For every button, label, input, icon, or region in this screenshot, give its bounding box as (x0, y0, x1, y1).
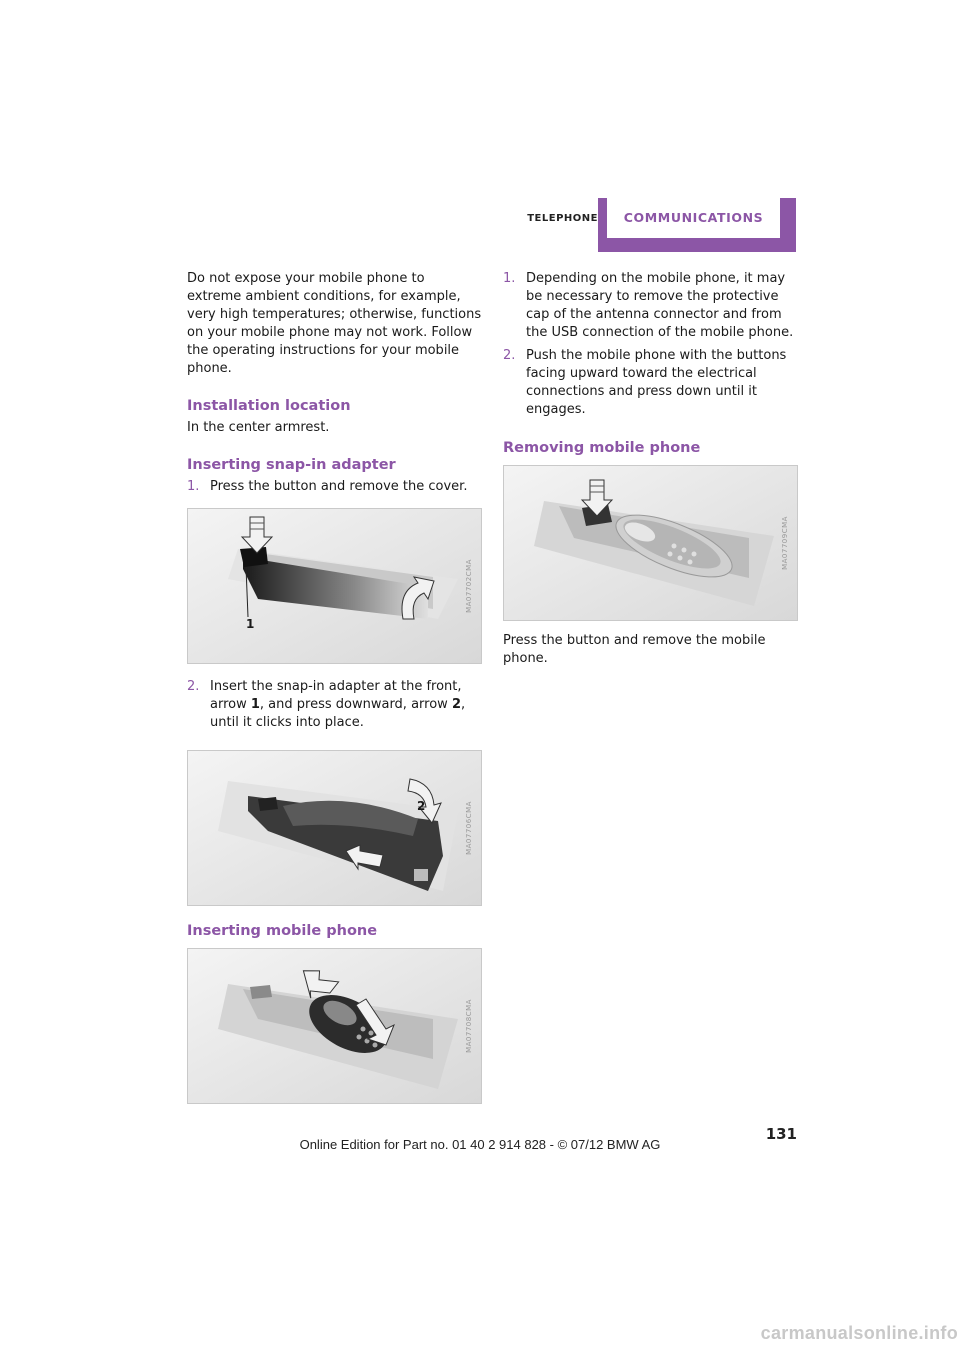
figure-code: MA07708CMA (465, 999, 474, 1053)
page-number: 131 (765, 1125, 797, 1143)
step-text: Push the mobile phone with the buttons facing upward toward the electrical connections and press down until it engages. (526, 348, 787, 417)
snapin-heading: Inserting snap-in adapter (187, 457, 396, 473)
right-column (503, 270, 798, 668)
figure-remove-phone (503, 465, 798, 621)
step-number: 1. (187, 479, 200, 494)
intro-paragraph: Do not expose your mobile phone to extreme ambient conditions, for example, very high temperatures; otherwise, functions on your mobile phone may not work. Follow the operating instructions for your mobile phone. (187, 271, 482, 376)
callout-1: 1 (246, 617, 255, 631)
figure-code: MA07706CMA (465, 801, 474, 855)
removing-heading: Removing mobile phone (503, 440, 701, 456)
step-text-pre: Insert the snap-in adapter at the front, arrow (210, 679, 462, 712)
arrow-ref-1: 1 (250, 697, 260, 712)
installation-heading: Installation location (187, 398, 351, 414)
callout-2: 2 (417, 799, 426, 813)
step-text: Press the button and remove the cover. (210, 479, 468, 494)
phone-step-1 (503, 270, 798, 342)
phone-step-2 (503, 347, 798, 419)
insert-phone-illustration (188, 949, 481, 1103)
snapin-step-2 (187, 678, 482, 732)
figure-remove-cover (187, 508, 482, 664)
figure-insert-phone (187, 948, 482, 1104)
arrow-ref-2: 2 (451, 697, 461, 712)
figure-insert-adapter (187, 750, 482, 906)
chapter-tab (598, 198, 796, 252)
step-number: 2. (187, 679, 200, 694)
removing-text: Press the button and remove the mobile phone. (503, 633, 766, 666)
chapter-title: COMMUNICATIONS (607, 198, 780, 238)
step-text-post: , until it clicks into place. (210, 697, 466, 730)
installation-text: In the center armrest. (187, 420, 330, 435)
running-header-section: TELEPHONE (527, 213, 598, 224)
snapin-step-1 (187, 478, 482, 496)
adapter-illustration (188, 751, 481, 905)
left-column (187, 270, 482, 1104)
step-number: 1. (503, 271, 516, 286)
footer-edition: Online Edition for Part no. 01 40 2 914 828 - © 07/12 BMW AG (299, 1137, 661, 1152)
figure-code: MA07709CMA (781, 516, 790, 570)
watermark: carmanualsonline.info (760, 1323, 958, 1343)
inserting-heading: Inserting mobile phone (187, 923, 378, 939)
remove-phone-illustration (504, 466, 797, 620)
figure-code: MA07702CMA (465, 559, 474, 613)
step-text-mid: , and press downward, arrow (259, 697, 452, 712)
cover-illustration (188, 509, 481, 663)
step-number: 2. (503, 348, 516, 363)
step-text: Depending on the mobile phone, it may be necessary to remove the protective cap of the antenna connector and from the USB connection of the mobile phone. (526, 271, 794, 340)
